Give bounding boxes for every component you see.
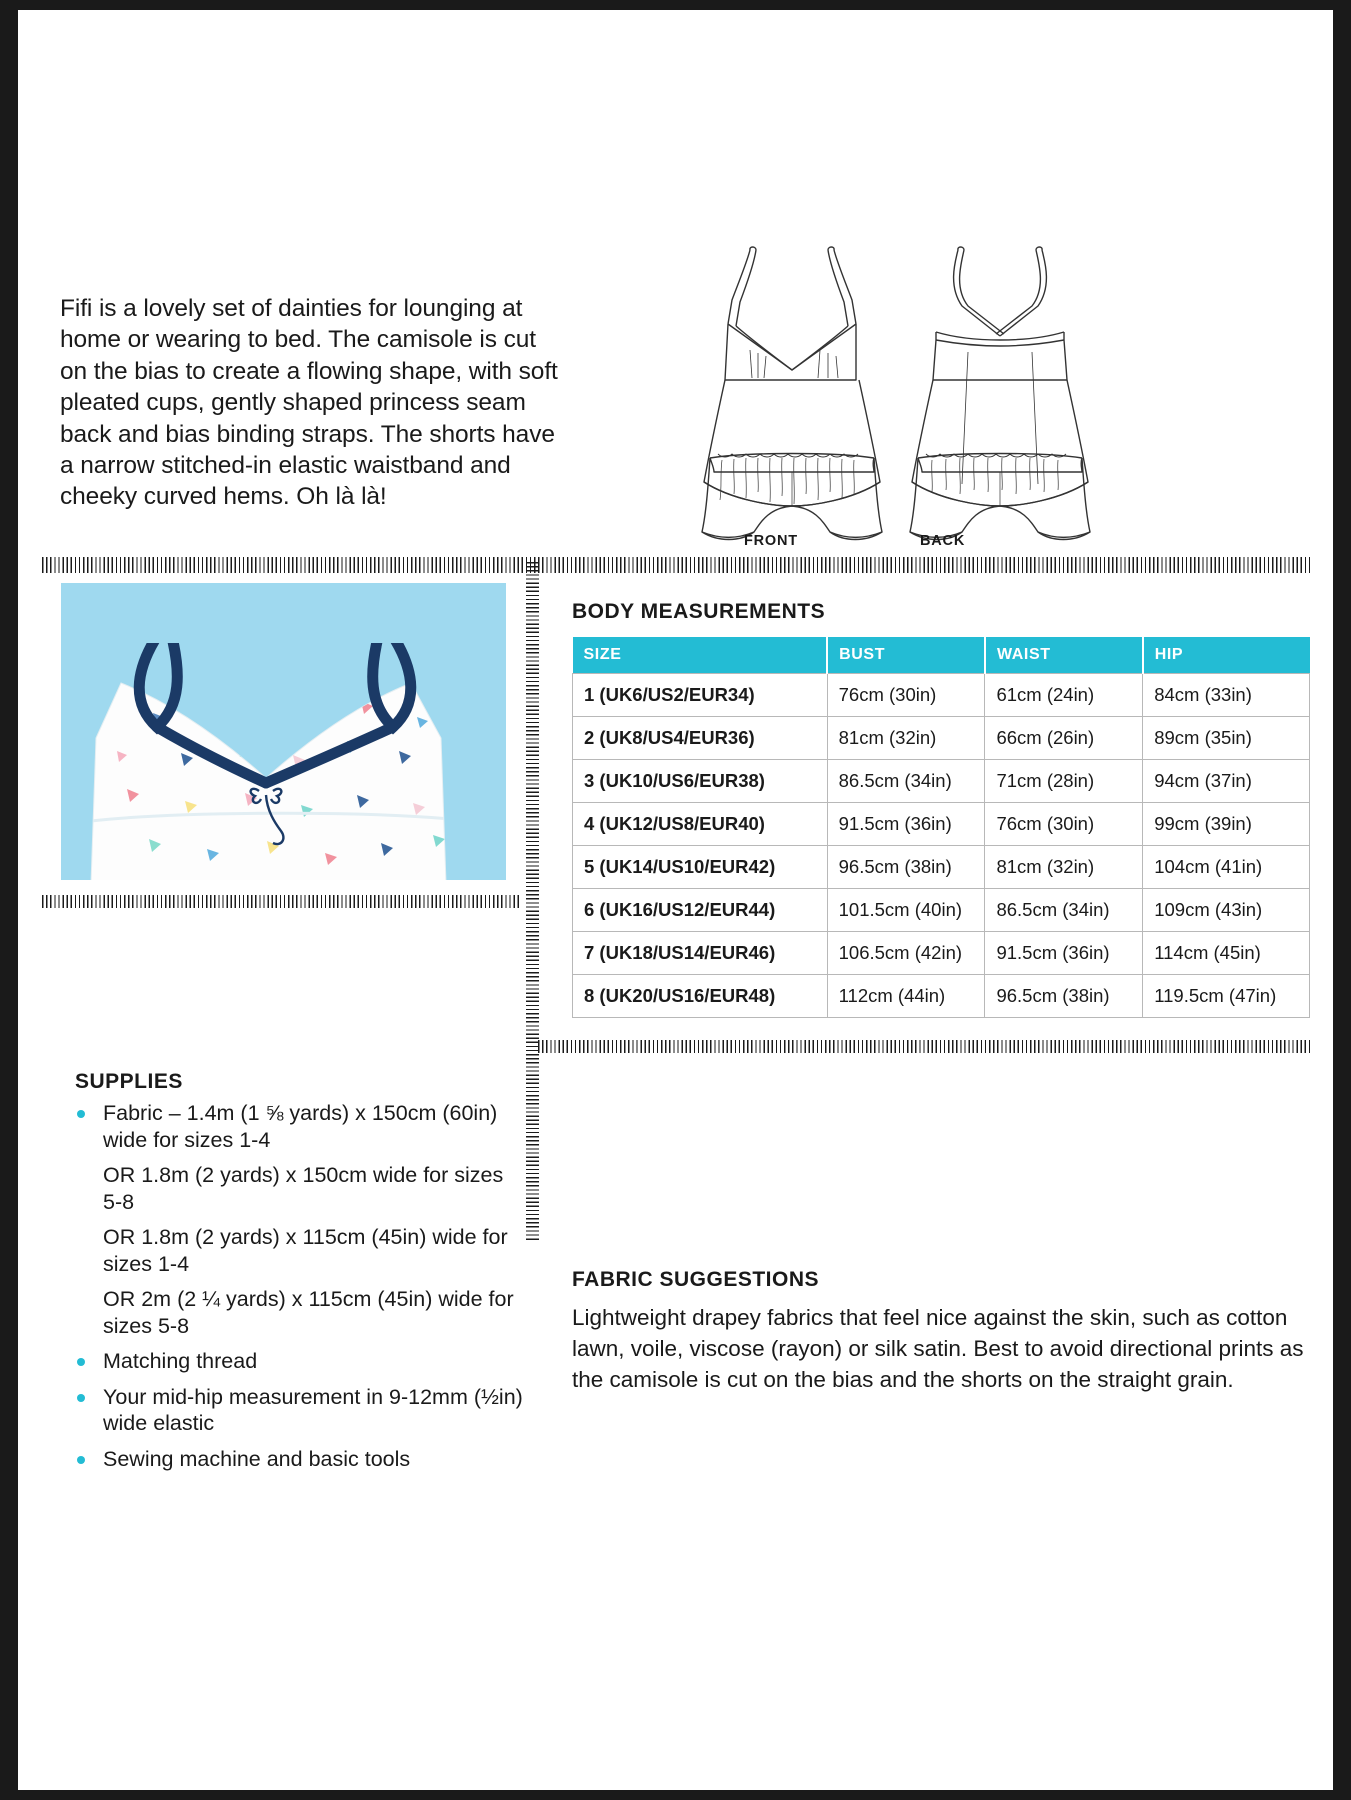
cell-bust: 91.5cm (36in) (827, 803, 985, 846)
intro-paragraph: Fifi is a lovely set of dainties for lounging at home or wearing to bed. The camisole is cut on the bias to create a flowing shape, with soft pleated cups, gently shaped princess seam back and bias binding straps. The shorts have a narrow stitched-in elastic waistband and cheeky curved hems. Oh là là! (60, 295, 558, 511)
cell-waist: 61cm (24in) (985, 674, 1143, 717)
cell-waist: 76cm (30in) (985, 803, 1143, 846)
column-header-hip: HIP (1143, 637, 1310, 674)
list-item: OR 1.8m (2 yards) x 115cm (45in) wide for sizes 1-4 (103, 1225, 508, 1276)
camisole-back-drawing (912, 247, 1088, 506)
fabric-suggestions-body: Lightweight drapey fabrics that feel nice against the skin, such as cotton lawn, voile, viscose (rayon) or silk satin. Best to avoid directional prints as the camisole is cut on the bias and the shorts on the straight grain. (572, 1305, 1304, 1392)
intro-section (18, 10, 1333, 570)
cell-bust: 96.5cm (38in) (827, 846, 985, 889)
cell-waist: 81cm (32in) (985, 846, 1143, 889)
cell-bust: 81cm (32in) (827, 717, 985, 760)
cell-waist: 86.5cm (34in) (985, 889, 1143, 932)
cell-hip: 84cm (33in) (1143, 674, 1310, 717)
divider-supplies (42, 895, 520, 908)
cell-size: 5 (UK14/US10/EUR42) (573, 846, 828, 889)
list-item: OR 1.8m (2 yards) x 150cm wide for sizes 5-8 (103, 1163, 504, 1214)
cell-waist: 71cm (28in) (985, 760, 1143, 803)
shorts-front-drawing (702, 454, 882, 540)
cell-bust: 101.5cm (40in) (827, 889, 985, 932)
pattern-page (18, 10, 1333, 1790)
technical-drawings (688, 232, 1308, 562)
divider-top (42, 557, 1310, 573)
cell-hip: 109cm (43in) (1143, 889, 1310, 932)
cell-hip: 94cm (37in) (1143, 760, 1310, 803)
table-row (573, 846, 1310, 889)
cell-bust: 86.5cm (34in) (827, 760, 985, 803)
list-item: Sewing machine and basic tools (75, 1446, 525, 1473)
cell-bust: 112cm (44in) (827, 975, 985, 1018)
cell-size: 3 (UK10/US6/EUR38) (573, 760, 828, 803)
divider-vertical (526, 562, 539, 1240)
cell-size: 6 (UK16/US12/EUR44) (573, 889, 828, 932)
supplies-heading: SUPPLIES (75, 1070, 183, 1093)
table-row (573, 717, 1310, 760)
cell-waist: 96.5cm (38in) (985, 975, 1143, 1018)
cell-hip: 104cm (41in) (1143, 846, 1310, 889)
body-measurements-table (572, 637, 1310, 1018)
fabric-suggestions-heading: FABRIC SUGGESTIONS (572, 1268, 820, 1291)
table-header-row (573, 637, 1310, 674)
cell-hip: 119.5cm (47in) (1143, 975, 1310, 1018)
list-item: OR 2m (2 ¼ yards) x 115cm (45in) wide for sizes 5-8 (103, 1287, 514, 1338)
camisole-photo-illustration (61, 643, 506, 880)
table-row (573, 674, 1310, 717)
table-row (573, 803, 1310, 846)
cell-hip: 114cm (45in) (1143, 932, 1310, 975)
body-measurements-heading: BODY MEASUREMENTS (572, 600, 826, 623)
divider-fabric (538, 1040, 1310, 1053)
table-row (573, 889, 1310, 932)
shorts-back-drawing (910, 454, 1090, 540)
cell-waist: 66cm (26in) (985, 717, 1143, 760)
list-item: Matching thread (75, 1348, 525, 1375)
column-header-bust: BUST (827, 637, 985, 674)
cell-size: 7 (UK18/US14/EUR46) (573, 932, 828, 975)
cell-size: 4 (UK12/US8/EUR40) (573, 803, 828, 846)
cell-waist: 91.5cm (36in) (985, 932, 1143, 975)
table-row (573, 975, 1310, 1018)
cell-hip: 99cm (39in) (1143, 803, 1310, 846)
garment-line-drawings (688, 232, 1308, 562)
cell-size: 8 (UK20/US16/EUR48) (573, 975, 828, 1018)
table-row (573, 932, 1310, 975)
column-header-size: SIZE (573, 637, 828, 674)
cell-bust: 76cm (30in) (827, 674, 985, 717)
list-item: Your mid-hip measurement in 9-12mm (½in) wide elastic (75, 1384, 525, 1437)
supplies-list (75, 1100, 525, 1473)
table-row (573, 760, 1310, 803)
cell-size: 2 (UK8/US4/EUR36) (573, 717, 828, 760)
list-item: Fabric – 1.4m (1 ⅝ yards) x 150cm (60in) wide for sizes 1-4 (75, 1100, 525, 1153)
column-header-waist: WAIST (985, 637, 1143, 674)
front-view-label: FRONT (744, 533, 798, 549)
back-view-label: BACK (920, 533, 966, 549)
product-photo (61, 583, 506, 880)
cell-bust: 106.5cm (42in) (827, 932, 985, 975)
cell-size: 1 (UK6/US2/EUR34) (573, 674, 828, 717)
cell-hip: 89cm (35in) (1143, 717, 1310, 760)
